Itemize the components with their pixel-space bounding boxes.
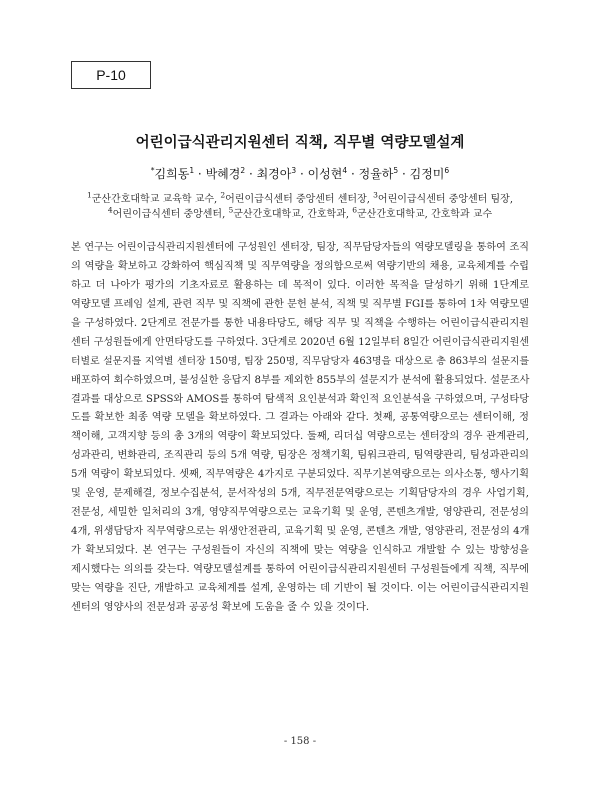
abstract-line: 성과관리, 변화관리, 조직관리 등의 5개 역량, 팀장은 정책기획, 팀워크관리, 팀역량관리, 팀성과관리의 bbox=[71, 450, 529, 462]
author-name: 박혜경 bbox=[205, 167, 241, 181]
author-affiliation-mark: 3 bbox=[291, 166, 297, 175]
author-affiliation-mark: 5 bbox=[393, 166, 399, 175]
affiliation-text: 어린이급식센터 중앙센터, bbox=[112, 209, 229, 220]
abstract-body bbox=[71, 239, 529, 618]
author-separator: · bbox=[296, 167, 308, 181]
author-affiliation-mark: 6 bbox=[444, 166, 450, 175]
author-name: 이성현 bbox=[307, 167, 343, 181]
abstract-line: 의 역량을 확보하고 강화하여 핵심직책 및 직무역량을 정의함으로써 역량기반의 채용, 교육체계를 수립 bbox=[71, 260, 529, 272]
affiliation-mark: 3 bbox=[373, 190, 378, 200]
affiliation-mark: 6 bbox=[352, 205, 357, 215]
abstract-line: 전문성, 세밀한 일처리의 3개, 영양직무역량으로는 교육기획 및 운영, 콘텐츠개발, 영양관리, 전문성의 bbox=[71, 507, 529, 519]
abstract-line: 5개 역량이 확보되었다. 셋째, 직무역량은 4가지로 구분되었다. 직무기본역량으로는 의사소통, 행사기획 bbox=[71, 469, 529, 481]
abstract-line: 센터의 영양사의 전문성과 공공성 확보에 도움을 줄 수 있을 것이다. bbox=[71, 601, 370, 613]
abstract-line: 배포하여 회수하였으며, 불성실한 응답지 8부를 제외한 855부의 설문지가 분석에 활용되었다. 설문조사 bbox=[71, 374, 530, 386]
affiliation-mark: 1 bbox=[86, 190, 92, 200]
abstract-line: 하고 더 나아가 평가의 기초자료로 활용하는 데 목적이 있다. 이러한 목적을 달성하기 위해 1단계로 bbox=[71, 279, 529, 291]
abstract-line: 센터 구성원들에게 안면타당도를 구하였다. 3단계로 2020년 6월 12일부터 8일간 어린이급식관리지원센 bbox=[71, 336, 529, 348]
page-number: - 158 - bbox=[283, 736, 317, 747]
affiliation-mark: 2 bbox=[220, 190, 226, 200]
affiliation-text: 군산간호대학교, 간호학과, bbox=[233, 209, 353, 220]
affiliation-line bbox=[60, 207, 540, 222]
abstract-line: 터별로 설문지를 지역별 센터장 150명, 팀장 250명, 직무담당자 463명을 대상으로 총 863부의 설문지를 bbox=[71, 355, 529, 367]
author-separator: · bbox=[347, 167, 359, 181]
affiliation-line bbox=[60, 192, 540, 207]
author-affiliation-mark: 2 bbox=[240, 166, 246, 175]
corresponding-mark: * bbox=[150, 166, 155, 175]
affiliation-text: 군산간호대학교 교육학 교수, bbox=[91, 194, 221, 205]
author-name: 최경아 bbox=[256, 167, 292, 181]
abstract-line: 책이해, 고객지향 등의 총 3개의 역량이 확보되었다. 둘째, 리더십 역량으로는 센터장의 경우 관계관리, bbox=[71, 431, 529, 443]
affiliations bbox=[60, 192, 540, 222]
abstract-line: 역량모델 프레임 설계, 관련 직무 및 직책에 관한 문헌 분석, 직책 및 직무별 FGI를 통하여 1차 역량모델 bbox=[71, 298, 529, 310]
abstract-line: 4개, 위생담당자 직무역량으로는 위생안전관리, 교육기획 및 운영, 콘텐츠 개발, 영양관리, 전문성의 4개 bbox=[71, 526, 530, 538]
author-name: 정율하 bbox=[358, 167, 394, 181]
affiliation-mark: 5 bbox=[228, 205, 234, 215]
abstract-line: 맞는 역량을 진단, 개발하고 교육체계를 설계, 운영하는 데 기반이 될 것이다. 이는 어린이급식관리지원 bbox=[71, 582, 529, 594]
author-separator: · bbox=[245, 167, 257, 181]
author-name: 김정미 bbox=[409, 167, 445, 181]
abstract-line: 도를 확보한 최종 역량 모델을 확보하였다. 그 결과는 아래와 같다. 첫째, 공통역량으로는 센터이해, 정 bbox=[71, 412, 529, 424]
affiliation-text: 어린이급식센터 중앙센터 팀장, bbox=[377, 194, 514, 205]
abstract-line: 을 구성하였다. 2단계로 전문가를 통한 내용타당도, 해당 직무 및 직책을 수행하는 어린이급식관리지원 bbox=[71, 317, 529, 329]
author-separator: · bbox=[398, 167, 410, 181]
abstract-line: 및 운영, 문제해결, 정보수집분석, 문서작성의 5개, 직무전문역량으로는 기획담당자의 경우 사업기획, bbox=[71, 488, 529, 500]
paper-title: 어린이급식관리지원센터 직책, 직무별 역량모델설계 bbox=[135, 135, 465, 151]
affiliation-text: 어린이급식센터 중앙센터 센터장, bbox=[225, 194, 374, 205]
affiliation-mark: 4 bbox=[107, 205, 113, 215]
author-name: 김희동 bbox=[154, 167, 190, 181]
author-affiliation-mark: 4 bbox=[342, 166, 348, 175]
session-badge: P-10 bbox=[71, 61, 151, 89]
abstract-line: 가 확보되었다. 본 연구는 구성원들이 자신의 직책에 맞는 역량을 인식하고 개발할 수 있는 방향성을 bbox=[71, 545, 529, 556]
abstract-line: 제시했다는 의의를 갖는다. 역량모델설계를 통하여 어린이급식관리지원센터 구성원들에게 직책, 직무에 bbox=[71, 563, 529, 575]
abstract-line: 결과를 대상으로 SPSS와 AMOS를 통하여 탐색적 요인분석과 확인적 요인분석을 구하였으며, 구성타당 bbox=[71, 393, 529, 405]
author-separator: · bbox=[194, 167, 206, 181]
author-affiliation-mark: 1 bbox=[189, 166, 195, 175]
author-list bbox=[0, 165, 600, 182]
abstract-line: 본 연구는 어린이급식관리지원센터에 구성원인 센터장, 팀장, 직무담당자들의 역량모델링을 통하여 조직 bbox=[71, 242, 529, 253]
affiliation-text: 군산간호대학교, 간호학과 교수 bbox=[357, 209, 493, 220]
